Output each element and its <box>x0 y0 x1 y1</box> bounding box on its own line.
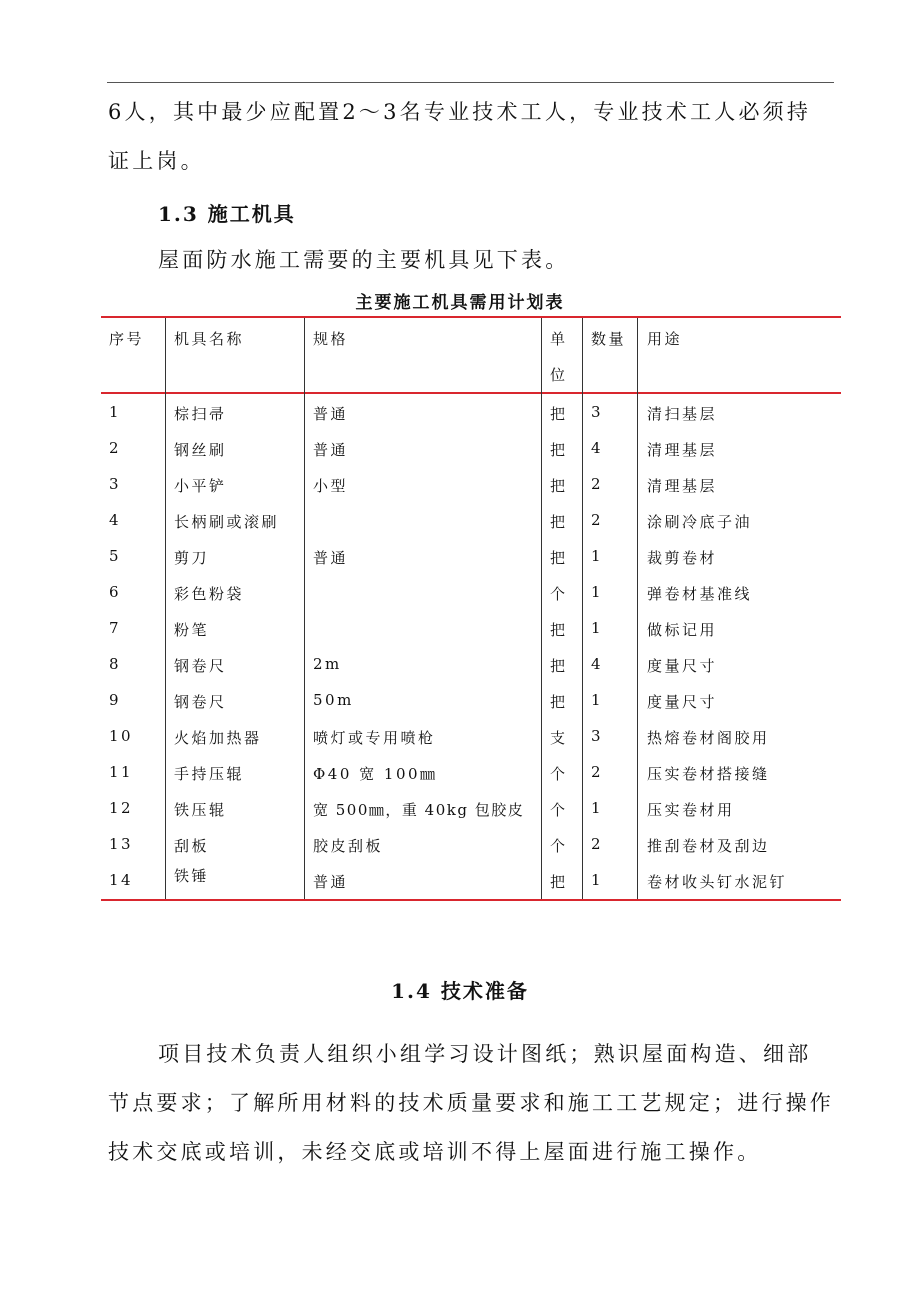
cell-name: 彩色粉袋 <box>174 585 245 603</box>
cell-spec: 2m <box>313 655 342 673</box>
column-divider <box>582 318 583 899</box>
cell-qty: 3 <box>591 403 604 421</box>
cell-unit: 把 <box>550 405 568 423</box>
cell-use: 做标记用 <box>647 621 718 639</box>
cell-qty: 1 <box>591 619 604 637</box>
cell-use: 卷材收头钉水泥钉 <box>647 873 788 891</box>
cell-name: 刮板 <box>174 837 210 855</box>
cell-spec: Φ40 宽 100㎜ <box>313 765 438 783</box>
cell-no: 13 <box>109 835 134 853</box>
header-spec: 规格 <box>313 330 349 348</box>
cell-name: 钢卷尺 <box>174 693 227 711</box>
cell-qty: 1 <box>591 691 604 709</box>
cell-spec: 胶皮刮板 <box>313 837 384 855</box>
cell-unit: 个 <box>550 585 568 603</box>
cell-unit: 个 <box>550 837 568 855</box>
cell-unit: 把 <box>550 477 568 495</box>
cell-no: 8 <box>109 655 122 673</box>
equipment-table <box>101 316 841 902</box>
cell-unit: 把 <box>550 513 568 531</box>
cell-unit: 把 <box>550 441 568 459</box>
cell-use: 压实卷材搭接缝 <box>647 765 770 783</box>
cell-name: 手持压辊 <box>174 765 245 783</box>
cell-spec: 小型 <box>313 477 349 495</box>
table-header-rule <box>101 392 841 394</box>
cell-name: 小平铲 <box>174 477 227 495</box>
cell-spec: 普通 <box>313 441 349 459</box>
cell-name: 长柄刷或滚刷 <box>174 513 280 531</box>
cell-spec: 普通 <box>313 873 349 891</box>
cell-use: 涂刷冷底子油 <box>647 513 753 531</box>
cell-spec: 普通 <box>313 549 349 567</box>
cell-use: 清理基层 <box>647 477 718 495</box>
section-1-4-paragraph: 项目技术负责人组织小组学习设计图纸；熟识屋面构造、细部节点要求；了解所用材料的技术质量要求和施工工艺规定；进行操作技术交底或培训，未经交底或培训不得上屋面进行施工操作。 <box>108 1042 834 1164</box>
header-no: 序号 <box>109 330 145 348</box>
cell-no: 4 <box>109 511 122 529</box>
cell-no: 5 <box>109 547 122 565</box>
cell-spec: 普通 <box>313 405 349 423</box>
cell-qty: 1 <box>591 547 604 565</box>
cell-spec: 50m <box>313 691 354 709</box>
cell-no: 7 <box>109 619 122 637</box>
table-caption: 主要施工机具需用计划表 <box>355 293 565 313</box>
cell-use: 清扫基层 <box>647 405 718 423</box>
cell-no: 6 <box>109 583 122 601</box>
cell-qty: 3 <box>591 727 604 745</box>
cell-use: 度量尺寸 <box>647 693 718 711</box>
column-divider <box>304 318 305 899</box>
column-divider <box>541 318 542 899</box>
table-top-rule <box>101 316 841 318</box>
cell-no: 2 <box>109 439 122 457</box>
section-heading-1-3: 1.3 施工机具 <box>158 202 296 226</box>
cell-name: 铁压辊 <box>174 801 227 819</box>
cell-qty: 1 <box>591 799 604 817</box>
cell-name: 火焰加热器 <box>174 729 262 747</box>
cell-use: 度量尺寸 <box>647 657 718 675</box>
cell-use: 热熔卷材阁胶用 <box>647 729 770 747</box>
cell-unit: 个 <box>550 765 568 783</box>
cell-unit: 把 <box>550 873 568 891</box>
cell-unit: 把 <box>550 621 568 639</box>
header-name: 机具名称 <box>174 330 245 348</box>
cell-qty: 4 <box>591 439 604 457</box>
cell-use: 裁剪卷材 <box>647 549 718 567</box>
cell-name: 粉笔 <box>174 621 210 639</box>
cell-use: 压实卷材用 <box>647 801 735 819</box>
cell-name: 钢卷尺 <box>174 657 227 675</box>
cell-unit: 个 <box>550 801 568 819</box>
cell-no: 3 <box>109 475 122 493</box>
cell-no: 9 <box>109 691 122 709</box>
cell-qty: 2 <box>591 763 604 781</box>
cell-spec: 宽 500㎜，重 40kg 包胶皮 <box>313 801 525 819</box>
header-qty: 数量 <box>591 330 627 348</box>
cell-no: 10 <box>109 727 134 745</box>
cell-no: 12 <box>109 799 134 817</box>
cell-name: 钢丝刷 <box>174 441 227 459</box>
table-bottom-rule <box>101 899 841 901</box>
cell-qty: 1 <box>591 583 604 601</box>
cell-qty: 2 <box>591 511 604 529</box>
cell-name: 棕扫帚 <box>174 405 227 423</box>
cell-spec: 喷灯或专用喷枪 <box>313 729 436 747</box>
cell-use: 推刮卷材及刮边 <box>647 837 770 855</box>
column-divider <box>165 318 166 899</box>
header-unit-line2: 位 <box>550 366 568 384</box>
section-heading-1-4: 1.4 技术准备 <box>391 979 529 1003</box>
cell-qty: 4 <box>591 655 604 673</box>
cell-qty: 2 <box>591 475 604 493</box>
header-use: 用途 <box>647 330 683 348</box>
cell-unit: 把 <box>550 693 568 711</box>
cell-qty: 1 <box>591 871 604 889</box>
intro-paragraph: 6人，其中最少应配置2～3名专业技术工人，专业技术工人必须持证上岗。 <box>108 100 812 173</box>
cell-no: 14 <box>109 871 134 889</box>
cell-unit: 把 <box>550 549 568 567</box>
cell-use: 弹卷材基准线 <box>647 585 753 603</box>
header-rule <box>107 82 834 83</box>
cell-name: 剪刀 <box>174 549 210 567</box>
column-divider <box>637 318 638 899</box>
cell-no: 11 <box>109 763 134 781</box>
section-1-3-text: 屋面防水施工需要的主要机具见下表。 <box>158 248 570 272</box>
header-unit-line1: 单 <box>550 330 568 348</box>
cell-qty: 2 <box>591 835 604 853</box>
cell-no: 1 <box>109 403 122 421</box>
cell-unit: 把 <box>550 657 568 675</box>
cell-unit: 支 <box>550 729 568 747</box>
cell-name: 铁锤 <box>174 867 210 885</box>
cell-use: 清理基层 <box>647 441 718 459</box>
